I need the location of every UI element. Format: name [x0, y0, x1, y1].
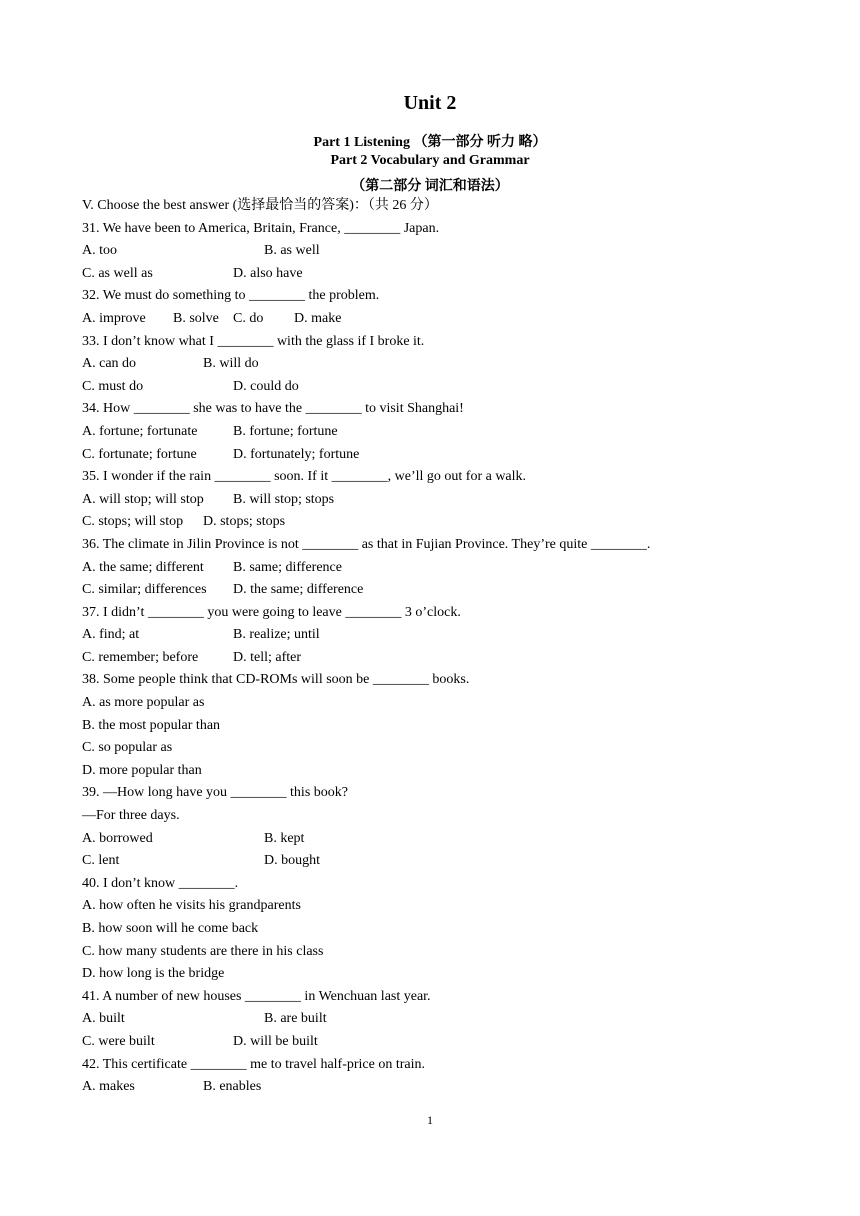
option-row [82, 828, 782, 851]
option: B. realize; until [233, 627, 320, 643]
option: B. solve [173, 310, 219, 326]
option: D. will be built [233, 1033, 318, 1049]
option-row [82, 353, 782, 376]
option: A. borrowed [82, 830, 153, 846]
option: D. also have [233, 265, 303, 281]
part2-heading: Part 2 Vocabulary and Grammar [330, 153, 530, 168]
option: D. stops; stops [203, 514, 286, 530]
part1-heading: Part 1 Listening （第一部分 听力 略） [313, 135, 547, 150]
option-row [82, 579, 782, 602]
option: C. so popular as [82, 740, 173, 756]
question-stem: 33. I don’t know what I ________ with the glass if I broke it. [82, 333, 425, 349]
option: B. as well [264, 243, 320, 259]
option: A. makes [82, 1079, 135, 1095]
option-row [82, 1031, 782, 1054]
option-row [82, 308, 782, 331]
option: C. lent [82, 853, 120, 869]
option-row [82, 624, 782, 647]
question-stem: 41. A number of new houses ________ in Wenchuan last year. [82, 988, 431, 1004]
question-stem: 39. —How long have you ________ this book? [82, 785, 348, 801]
option: B. the most popular than [82, 717, 221, 733]
option-row [82, 557, 782, 580]
option: A. how often he visits his grandparents [82, 898, 301, 914]
option: C. as well as [82, 265, 153, 281]
option-row [82, 263, 782, 286]
option-row [82, 240, 782, 263]
question-stem: 31. We have been to America, Britain, France, ________ Japan. [82, 220, 440, 236]
option: C. stops; will stop [82, 514, 184, 530]
question-stem: 36. The climate in Jilin Province is not ________ as that in Fujian Province. They’re quite ________. [82, 536, 651, 552]
option-row [82, 1008, 782, 1031]
option: A. fortune; fortunate [82, 423, 198, 439]
question-reply: —For three days. [82, 808, 180, 824]
question-stem: 40. I don’t know ________. [82, 875, 239, 891]
option: D. tell; after [233, 649, 302, 665]
option-row [82, 1076, 782, 1099]
question-stem: 37. I didn’t ________ you were going to leave ________ 3 o’clock. [82, 604, 461, 620]
option: A. built [82, 1011, 125, 1027]
option: B. enables [203, 1079, 262, 1095]
option: B. same; difference [233, 559, 342, 575]
option: B. fortune; fortune [233, 423, 338, 439]
option: B. are built [264, 1011, 327, 1027]
option: D. fortunately; fortune [233, 446, 360, 462]
option: A. the same; different [82, 559, 204, 575]
question-stem: 35. I wonder if the rain ________ soon. If it ________, we’ll go out for a walk. [82, 469, 527, 485]
option-row [82, 444, 782, 467]
option: A. improve [82, 310, 146, 326]
option: A. as more popular as [82, 695, 205, 711]
option-row [82, 511, 782, 534]
option: C. how many students are there in his class [82, 943, 324, 959]
option: D. could do [233, 378, 299, 394]
option: C. do [233, 310, 264, 326]
option: A. find; at [82, 627, 140, 643]
section-heading: V. Choose the best answer (选择最恰当的答案)：（共 26 分） [82, 198, 438, 213]
part2-cn-heading: （第二部分 词汇和语法） [351, 179, 509, 194]
option-row [82, 421, 782, 444]
page-title: Unit 2 [403, 92, 457, 114]
option: B. will stop; stops [233, 491, 335, 507]
option: C. similar; differences [82, 582, 207, 598]
question-list [82, 195, 782, 1099]
option-row [82, 376, 782, 399]
option: D. how long is the bridge [82, 966, 225, 982]
option: C. remember; before [82, 649, 199, 665]
question-stem: 34. How ________ she was to have the ________ to visit Shanghai! [82, 401, 464, 417]
question-stem: 38. Some people think that CD-ROMs will soon be ________ books. [82, 672, 470, 688]
option-row [82, 647, 782, 670]
option: D. bought [264, 853, 320, 869]
option: A. can do [82, 356, 137, 372]
option: A. will stop; will stop [82, 491, 204, 507]
option: C. must do [82, 378, 144, 394]
question-stem: 42. This certificate ________ me to travel half-price on train. [82, 1056, 426, 1072]
question-stem: 32. We must do something to ________ the problem. [82, 288, 380, 304]
option: D. make [294, 310, 342, 326]
option: C. fortunate; fortune [82, 446, 197, 462]
option: D. the same; difference [233, 582, 364, 598]
option: B. kept [264, 830, 305, 846]
option: D. more popular than [82, 762, 202, 778]
option: A. too [82, 243, 117, 259]
option: C. were built [82, 1033, 155, 1049]
page-number: 1 [427, 1113, 433, 1127]
option-row [82, 489, 782, 512]
option: B. how soon will he come back [82, 921, 259, 936]
option-row [82, 850, 782, 873]
option: B. will do [203, 356, 259, 372]
